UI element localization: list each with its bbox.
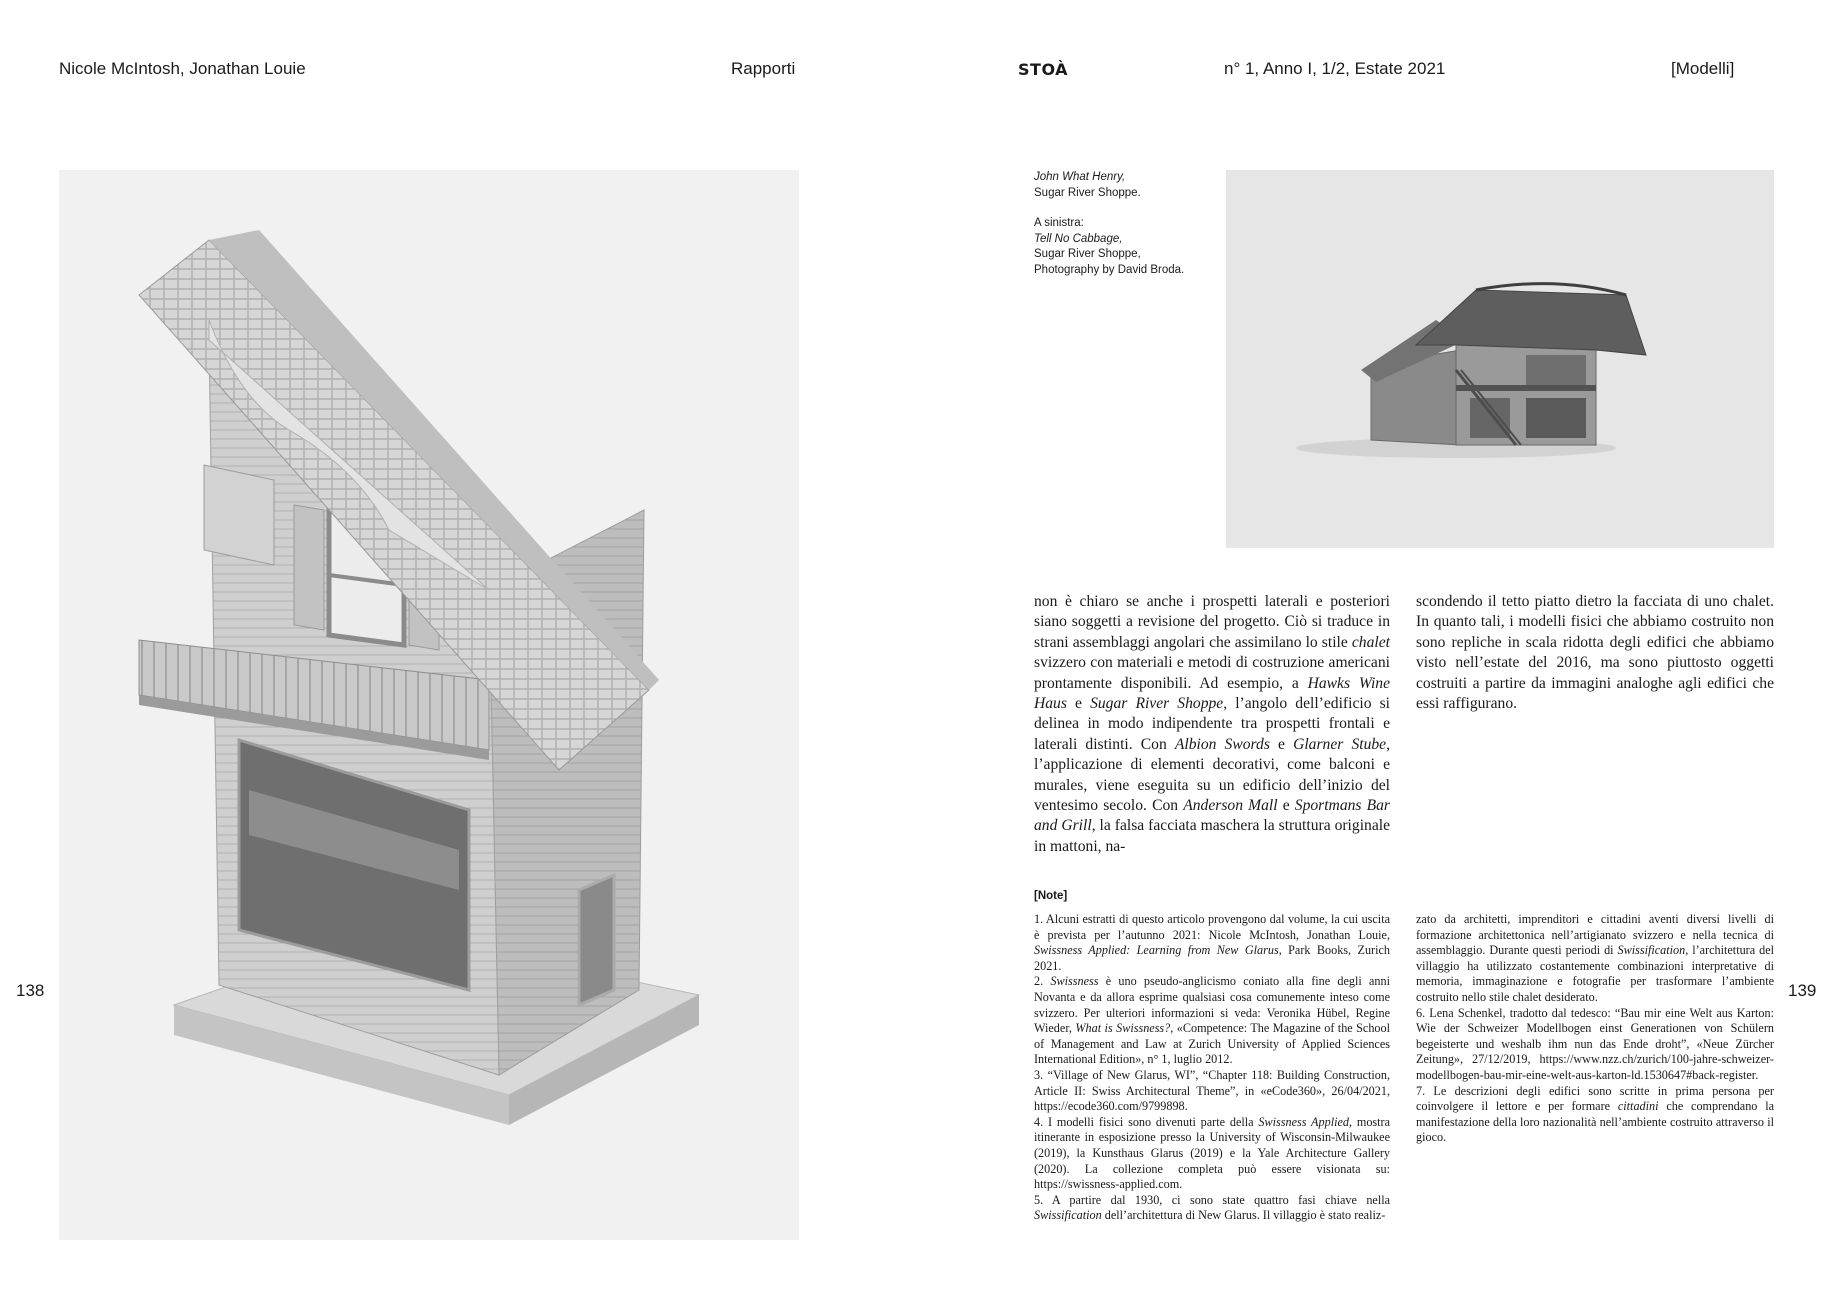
- note-text: 7. Le descrizioni degli edifici sono scritte in prima persona per coinvolgere il lettore e per formare: [1416, 1083, 1774, 1114]
- right-page-number: 139: [1788, 981, 1817, 1000]
- left-page-number: 138: [16, 981, 45, 1000]
- body-text: e: [1066, 695, 1091, 713]
- left-running-authors: Nicole McIntosh, Jonathan Louie: [59, 59, 306, 78]
- note-italic: Swissification: [1034, 1208, 1102, 1223]
- body-italic: chalet: [1351, 633, 1390, 651]
- body-italic: Albion Swords: [1174, 735, 1270, 753]
- caption-left-label: A sinistra:: [1034, 217, 1084, 229]
- note-5: [1034, 1193, 1390, 1224]
- journal-brand: STOÀ: [1018, 60, 1068, 79]
- caption-left-title: Sugar River Shoppe,: [1034, 248, 1141, 260]
- body-text: e: [1277, 797, 1295, 815]
- note-text: 1. Alcuni estratti di questo articolo provengono dal volume, la cui uscita è prevista per l’autunno 2021: Nicole McIntosh, Jonathan Louie,: [1034, 912, 1390, 942]
- notes-column-1: [1034, 912, 1390, 1224]
- notes-heading: [Note]: [1034, 890, 1068, 902]
- body-text: e: [1269, 735, 1294, 753]
- caption-credit: Photography by David Broda.: [1034, 263, 1185, 276]
- category-label: [Modelli]: [1671, 59, 1735, 78]
- note-text: 4. I modelli fisici sono divenuti parte della: [1034, 1114, 1259, 1129]
- body-text: , la falsa facciata maschera la struttura originale in mattoni, na-: [1034, 817, 1390, 855]
- note-text: , Park Books, Zurich 2021.: [1034, 943, 1390, 973]
- note-text: 5. A partire dal 1930, ci sono state quattro fasi chiave nella: [1034, 1192, 1390, 1207]
- issue-info: n° 1, Anno I, 1/2, Estate 2021: [1224, 59, 1446, 78]
- body-italic: Hawks Wine Haus: [1034, 674, 1390, 713]
- body-text: scondendo il tetto piatto dietro la facciata di uno chalet. In quanto tali, i modelli fisici che abbiamo costruito non sono repliche in scala ridotta degli edifici che abbiamo visto nell’estate del 2016, ma sono piuttosto oggetti costruiti a partire da immagini analoghe agli edifici che essi raffigurano.: [1416, 593, 1774, 713]
- note-italic: Swissness Applied: [1258, 1114, 1349, 1129]
- body-italic: Glarner Stube: [1293, 735, 1387, 753]
- note-text: è uno pseudo-anglicismo coniato alla fine degli anni Novanta e da allora esprime qualsiasi cosa comunemente inteso come svizzero. Per ulteriori informazioni si veda: Veronika Hübel, Regine Wieder,: [1034, 974, 1390, 1036]
- note-italic: Swissification: [1617, 943, 1686, 958]
- note-4: [1034, 1115, 1390, 1193]
- body-italic: Sportmans Bar and Grill: [1034, 797, 1390, 835]
- body-text: , l’applicazione di elementi decorativi, come balconi e murales, viene eseguita su un edificio dell’inizio del ventesimo secolo. Con: [1034, 735, 1390, 815]
- note-7: [1416, 1084, 1774, 1146]
- note-text: , l’architettura del villaggio ha utilizzato costantemente combinazioni interpretative di memoria, immaginazione e fotografie per trasformare l’ambiente costruito nello stile chalet desiderato.: [1416, 943, 1774, 1004]
- body-italic: Sugar River Shoppe: [1090, 695, 1224, 713]
- note-6: 6. Lena Schenkel, tradotto dal tedesco: “Bau mir eine Welt aus Karton: Wie der Schweizer Modellbogen einst Generationen von Schülern begeisterte und weshalb ihm nun das Ende droht”, «Neue Zürcher Zeitung», 27/12/2019, https://www.nzz.ch/zurich/100-jahre-schweizer-modellbogen-bau-mir-eine-welt-aus-karton-ld.1530647#back-register.: [1416, 1005, 1774, 1082]
- left-model-photo: [59, 170, 799, 1240]
- note-5-continued: [1416, 912, 1774, 1006]
- body-italic: Anderson Mall: [1183, 797, 1278, 815]
- right-model-photo: [1226, 170, 1774, 548]
- note-italic: cittadini: [1617, 1099, 1659, 1114]
- body-text: non è chiaro se anche i prospetti laterali e posteriori siano soggetti a revisione del progetto. Ciò si traduce in strani assemblaggi angolari che assimilano lo stile: [1034, 593, 1390, 651]
- note-text: , mostra itinerante in esposizione presso la University of Wisconsin-Milwaukee (2019), la Kunsthaus Glarus (2019) e la Yale Architecture Gallery (2020). La collezione completa può essere visionata su: https://swissness-applied.com.: [1034, 1114, 1391, 1192]
- body-text: svizzero con materiali e metodi di costruzione americani prontamente disponibili. Ad esempio, a: [1034, 654, 1390, 692]
- caption-title: Sugar River Shoppe.: [1034, 186, 1141, 199]
- note-3: 3. “Village of New Glarus, WI”, “Chapter 118: Building Construction, Article II: Swiss Architectural Theme”, in «eCode360», 26/04/2021, https://ecode360.com/9799898.: [1034, 1067, 1390, 1114]
- note-italic: Swissness Applied: Learning from New Glarus: [1034, 943, 1279, 958]
- note-text: zato da architetti, imprenditori e cittadini aventi diversi livelli di formazione architettonica nell’artigianato svizzero e nella tecnica di assemblaggio. Durante questi periodi di: [1416, 912, 1774, 958]
- note-italic: What is Swissness?: [1075, 1021, 1171, 1036]
- photo-caption: [1034, 170, 1214, 293]
- body-column-2: [1416, 592, 1774, 714]
- notes-column-2: [1416, 912, 1774, 1146]
- left-running-section: Rapporti: [731, 59, 796, 78]
- caption-artist: John What Henry,: [1034, 171, 1126, 183]
- note-text: che comprendano la manifestazione della loro nazionalità nell’ambiente costruito attraverso il gioco.: [1416, 1099, 1774, 1145]
- body-column-1: [1034, 592, 1390, 857]
- caption-left-artist: Tell No Cabbage,: [1034, 232, 1123, 245]
- note-italic: Swissness: [1050, 974, 1099, 989]
- note-text: dell’architettura di New Glarus. Il villaggio è stato realiz-: [1101, 1208, 1386, 1223]
- body-text: , l’angolo dell’edificio si delinea in modo indipendente tra prospetti frontali e laterali distinti. Con: [1034, 695, 1390, 753]
- note-text: , «Competence: The Magazine of the School of Management and Law at Zurich University of Applied Sciences International Edition», n° 1, luglio 2012.: [1034, 1021, 1390, 1067]
- note-2: [1034, 974, 1390, 1068]
- note-text: 2.: [1034, 974, 1051, 989]
- note-1: [1034, 912, 1390, 974]
